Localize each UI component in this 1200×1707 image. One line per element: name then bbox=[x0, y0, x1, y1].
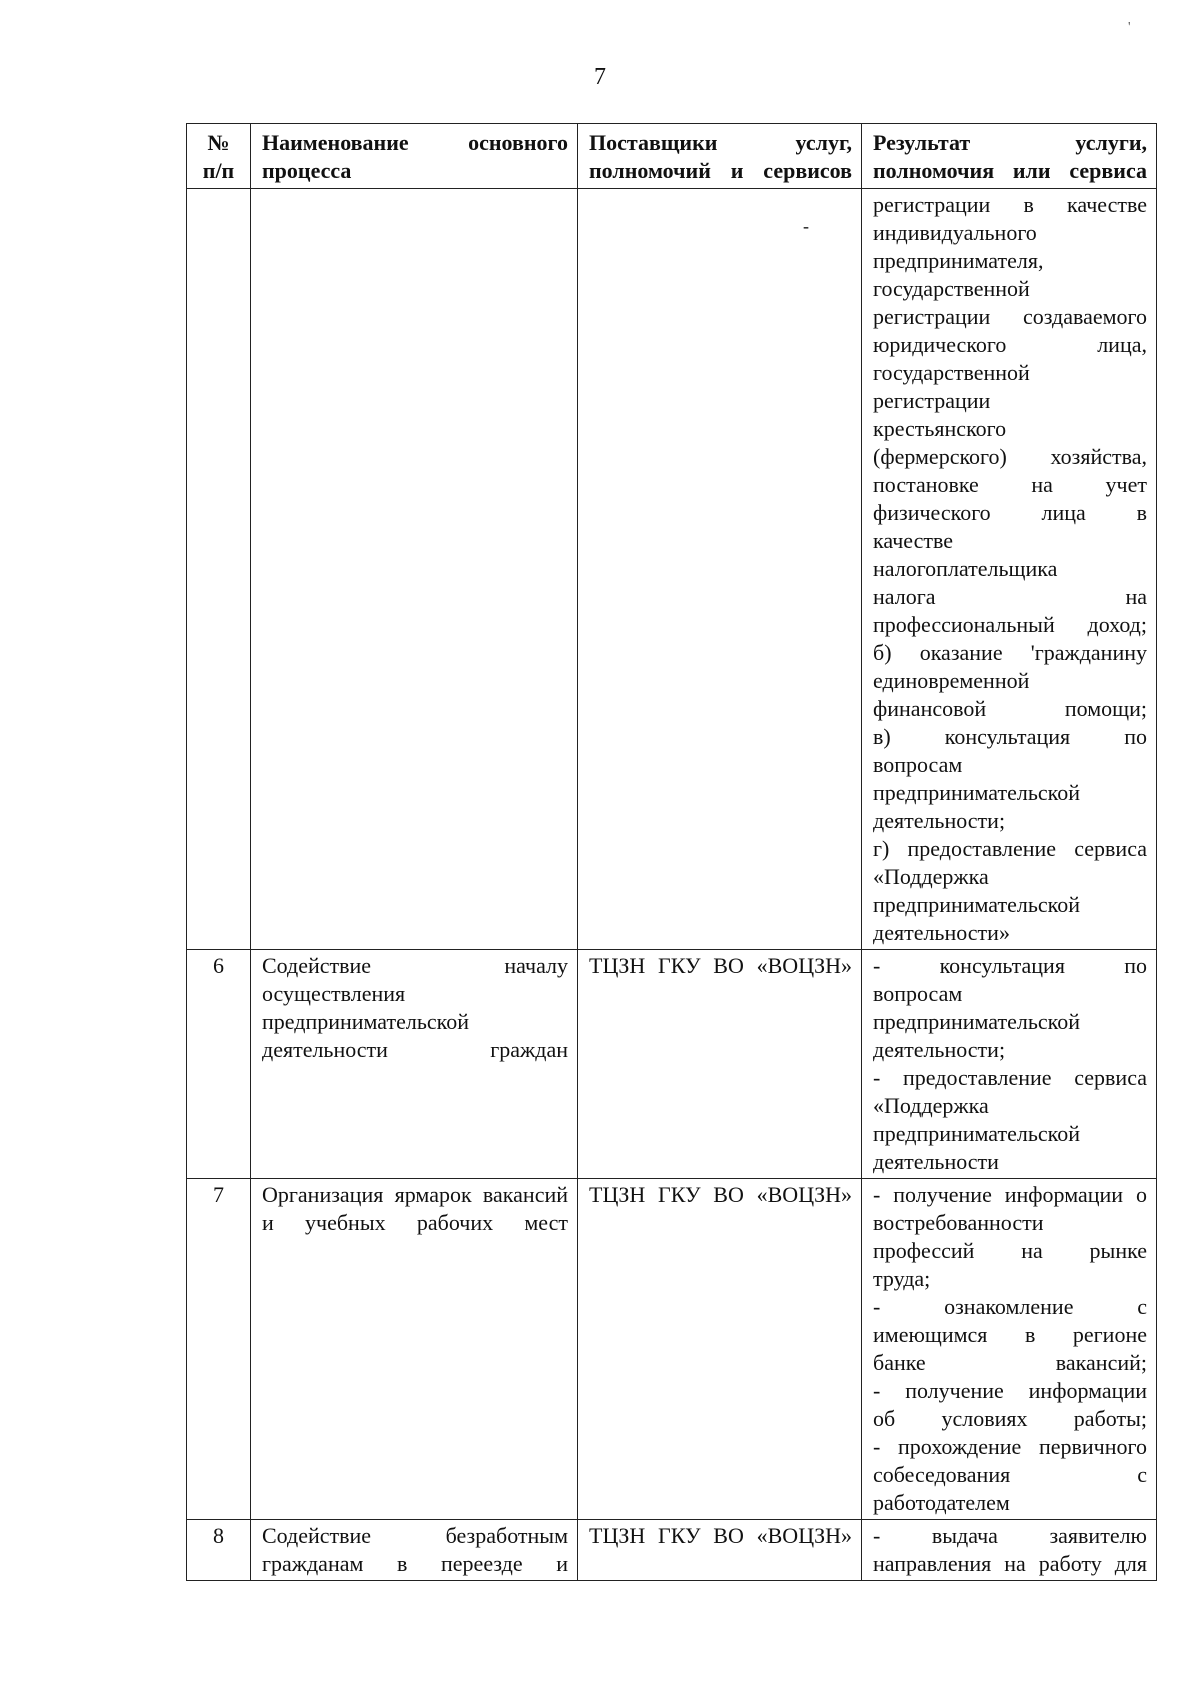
scan-mark: ' bbox=[1128, 20, 1131, 35]
result-line: «Поддержка bbox=[873, 1093, 989, 1118]
table-row-continued bbox=[187, 189, 1157, 950]
result-line: вопросам bbox=[873, 752, 963, 777]
result-line: государственной bbox=[873, 360, 1030, 385]
continued-result-cell bbox=[862, 189, 1157, 950]
row-result-cell bbox=[862, 950, 1157, 1179]
page-number: 7 bbox=[594, 64, 606, 90]
result-line: в) консультация по bbox=[873, 724, 1147, 749]
result-line: - консультация по bbox=[873, 953, 1147, 978]
row-provider-cell: ТЦЗН ГКУ ВО «ВОЦЗН» bbox=[578, 950, 862, 1179]
result-line: востребованности bbox=[873, 1210, 1044, 1235]
result-line: труда; bbox=[873, 1266, 931, 1291]
header-providers: Поставщики услуг, полномочий и сервисов bbox=[578, 124, 862, 189]
table-row bbox=[187, 1520, 1157, 1581]
result-line: государственной bbox=[873, 276, 1030, 301]
table-row bbox=[187, 1179, 1157, 1520]
result-line: предпринимательской bbox=[873, 892, 1081, 917]
result-line: профессиональный доход; bbox=[873, 612, 1147, 637]
result-line: - ознакомление с bbox=[873, 1294, 1147, 1319]
row-process-cell: Содействие безработным гражданам в переезде и bbox=[251, 1520, 578, 1581]
result-line: банке вакансий; bbox=[873, 1350, 1147, 1375]
row-result-cell bbox=[862, 1179, 1157, 1520]
result-line: деятельности» bbox=[873, 920, 1010, 945]
row-num-cell: 7 bbox=[187, 1179, 251, 1520]
result-line: индивидуального bbox=[873, 220, 1037, 245]
result-line: единовременной bbox=[873, 668, 1030, 693]
continued-provider-cell bbox=[578, 189, 862, 950]
result-line: деятельности; bbox=[873, 808, 1006, 833]
table-row bbox=[187, 950, 1157, 1179]
result-line: об условиях работы; bbox=[873, 1406, 1147, 1431]
result-line: работодателем bbox=[873, 1490, 1010, 1515]
continued-process-cell bbox=[251, 189, 578, 950]
result-line: деятельности bbox=[873, 1149, 999, 1174]
result-line: «Поддержка bbox=[873, 864, 989, 889]
result-line: предпринимательской bbox=[873, 1121, 1081, 1146]
result-line: финансовой помощи; bbox=[873, 696, 1147, 721]
table-header-row bbox=[187, 124, 1157, 189]
result-line: - получение информации о bbox=[873, 1182, 1147, 1207]
header-result: Результат услуги, полномочия или сервиса bbox=[862, 124, 1157, 189]
result-line: юридического лица, bbox=[873, 332, 1147, 357]
result-line: б) оказание 'гражданину bbox=[873, 640, 1147, 665]
result-line: регистрации создаваемого bbox=[873, 304, 1147, 329]
services-table bbox=[186, 123, 1157, 1581]
result-line: предпринимательской bbox=[873, 1009, 1081, 1034]
result-line: качестве bbox=[873, 528, 954, 553]
result-line: г) предоставление сервиса bbox=[873, 836, 1147, 861]
stray-mark: - bbox=[803, 216, 809, 236]
result-line: деятельности; bbox=[873, 1037, 1006, 1062]
result-line: физического лица в bbox=[873, 500, 1147, 525]
row-result-cell bbox=[862, 1520, 1157, 1581]
result-line: крестьянского bbox=[873, 416, 1007, 441]
result-line: вопросам bbox=[873, 981, 963, 1006]
result-line: (фермерского) хозяйства, bbox=[873, 444, 1147, 469]
result-line: предпринимательской bbox=[873, 780, 1081, 805]
result-line: собеседования с bbox=[873, 1462, 1147, 1487]
row-num-cell: 6 bbox=[187, 950, 251, 1179]
result-line: налога на bbox=[873, 584, 1147, 609]
result-line: регистрации bbox=[873, 388, 991, 413]
row-provider-cell: ТЦЗН ГКУ ВО «ВОЦЗН» bbox=[578, 1520, 862, 1581]
result-line: профессий на рынке bbox=[873, 1238, 1147, 1263]
header-num-line-2: п/п bbox=[202, 158, 235, 183]
result-line: налогоплательщика bbox=[873, 556, 1058, 581]
result-line: имеющимся в регионе bbox=[873, 1322, 1147, 1347]
row-num-cell: 8 bbox=[187, 1520, 251, 1581]
result-line: - получение информации bbox=[873, 1378, 1147, 1403]
result-line: - прохождение первичного bbox=[873, 1434, 1147, 1459]
result-line: постановке на учет bbox=[873, 472, 1147, 497]
continued-num-cell bbox=[187, 189, 251, 950]
header-num-line-1: № bbox=[207, 130, 230, 155]
row-provider-cell: ТЦЗН ГКУ ВО «ВОЦЗН» bbox=[578, 1179, 862, 1520]
row-process-cell: Содействие началу осуществления предпринимательской деятельности граждан bbox=[251, 950, 578, 1179]
row-process-cell: Организация ярмарок вакансий и учебных рабочих мест bbox=[251, 1179, 578, 1520]
result-line: - выдача заявителю bbox=[873, 1523, 1147, 1548]
result-line: регистрации в качестве bbox=[873, 192, 1147, 217]
result-line: направления на работу для bbox=[873, 1551, 1147, 1576]
header-process: Наименование основного процесса bbox=[251, 124, 578, 189]
result-line: - предоставление сервиса bbox=[873, 1065, 1147, 1090]
result-line: предпринимателя, bbox=[873, 248, 1044, 273]
header-num bbox=[187, 124, 251, 189]
